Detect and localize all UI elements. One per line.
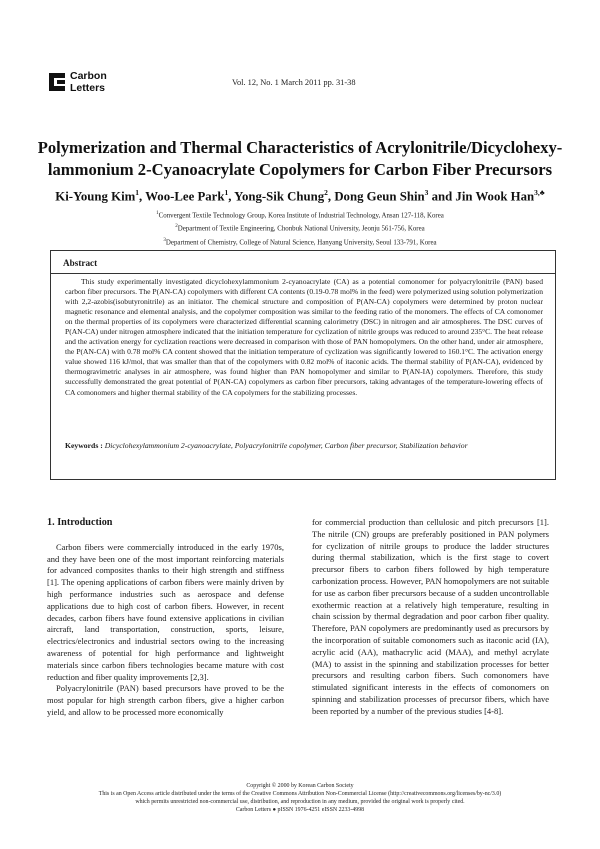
- license-line-1: This is an Open Access article distributed under the terms of the Creative Commons Attribution Non-Commercial License (http://creativecommons.org/licenses/by-nc/3.0): [98, 790, 502, 797]
- keywords-label: Keywords :: [65, 441, 105, 450]
- author-list: [30, 188, 570, 204]
- author-affil-mark: 2: [324, 188, 328, 197]
- author-affil-mark: 3,♣: [534, 188, 545, 197]
- copyright: Copyright © 2000 by Korean Carbon Society: [246, 783, 354, 789]
- affil-mark: 2: [175, 224, 178, 230]
- affil-text: Department of Textile Engineering, Chonbuk National University, Jeonju 561-756, Korea: [177, 225, 425, 233]
- keywords-text: Dicyclohexylammonium 2-cyanoacrylate, Polyacrylonitrile copolymer, Carbon fiber precursor, Stabilization behavior: [104, 441, 468, 450]
- body-column-left: [47, 517, 284, 719]
- paragraph: Carbon fibers were commercially introduced in the early 1970s, and they have been one of the most important reinforcing materials for advanced composites thanks to their high strength and stiffness [1]. The opening applications of carbon fibers were mainly driven by high performance industries such as aerospace and defense applications due to high cost of carbon fibers. However, in recent decades, carbon fibers have found extensive applications in civilian aircraft, land transportation, construction, sports, leisure, electrics/electronics and industrial sectors owing to the increasing awareness of potential for high performance and lightweight materials since carbon fibers technologies became mature with cost reduction and fiber quality improvements [2,3].: [47, 541, 284, 682]
- author-affil-mark: 1: [135, 188, 140, 197]
- section-title-introduction: 1. Introduction: [47, 517, 113, 528]
- affil-mark: 1: [156, 211, 159, 216]
- keywords: [65, 441, 543, 451]
- journal-logo: [49, 70, 107, 94]
- author-separator: ,: [228, 189, 235, 204]
- affil-text: Department of Chemistry, College of Natural Science, Hanyang University, Seoul 133-791, Korea: [165, 238, 437, 246]
- paragraph: for commercial production than cellulosic and pitch precursors [1]. The nitrile (CN) groups are preferably positioned in PAN polymers for cyclization of nitrile groups to produce the ladder structures during thermal stabilization, which is the first stage to covert precursor fibers to carbon fibers followed by high temperature carbonization process. However, PAN homopolymers are not suitable for use as carbon fiber precursors because of a sudden uncontrollable exothermic reaction at a relatively high temperature, resulting in chain scission by thermal degradation and poor carbon fiber quality. Therefore, PAN copolymers are predominantly used as precursors by the incorporation of suitable comonomers such as itaconic acid (IA), acrylic acid (AA), mathacrylic acid (MAA), and methyl acrylate (MA) to assist in the spinning and stabilization processes for better precursors and resulting carbon fibers. Such comonomers have stimulated significant interests in the effects of comonomers on spinning and stabilization processes of precursor fibers, which have been reported by a number of the previous studies [4-8].: [312, 517, 549, 716]
- logo-line-1: Carbon: [70, 70, 107, 82]
- author-affil-mark: 3: [424, 188, 429, 197]
- issn: Carbon Letters ● pISSN 1976-4251 eISSN 2233-4998: [235, 806, 365, 813]
- author-name: Ki-Young Kim: [55, 189, 136, 204]
- carbon-letters-logo-icon: [49, 73, 65, 91]
- journal-issue-info: Vol. 12, No. 1 March 2011 pp. 31-38: [232, 78, 356, 87]
- author-affil-mark: 1: [224, 188, 229, 197]
- paragraph: Polyacrylonitrile (PAN) based precursors have proved to be the most popular for high strength carbon fibers, give a higher carbon yield, and allow to be processed more economically: [47, 683, 284, 717]
- author-name: Jin Wook Han: [455, 189, 535, 204]
- license-line-2: which permits unrestricted non-commercial use, distribution, and reproduction in any medium, provided the original work is properly cited.: [135, 798, 465, 805]
- author-separator: ,: [327, 189, 335, 204]
- affil-mark: 3: [163, 237, 166, 243]
- author-name: Yong-Sik Chung: [234, 189, 325, 204]
- author-name: Woo-Lee Park: [145, 189, 225, 204]
- logo-line-2: Letters: [70, 82, 106, 94]
- affiliation-1: [30, 208, 570, 221]
- title-line-1: Polymerization and Thermal Characteristics of Acrylonitrile/Dicyclohexy-: [37, 138, 563, 157]
- abstract-text: This study experimentally investigated dicyclohexylammonium 2-cyanoacrylate (CA) as a potential comonomer for polyacrylonitrile (PAN) based carbon fiber precursors. The P(AN-CA) copolymers with different CA contents (0.19-0.78 mol% in the feed) were polymerized using solution polymerization with 2,2-azobis(isobutyronitrile) as an initiator. The chemical structure and composition of P(AN-CA) copolymers were determined by proton nuclear magnetic resonance and elemental analysis, and the copolymer composition was similar to the feeding ratio of the monomers. The effects of CA comonomer on the thermal properties of its copolymers were characterized differential scanning calorimetry (DSC) in nitrogen and air atmospheres. The DSC curves of P(AN-CA) under nitrogen atmosphere indicated that the initiation temperature for cyclization of nitrile groups was reduced to around 235°C. The heat release and the activation energy for cyclization reactions were decreased in comparison with those of PAN homopolymers. On the other hand, under air atmosphere, the P(AN-CA) with 0.78 mol% CA content showed that the initiation temperature of cyclization was significantly lowered to 160.1°C. The activation energy value showed 116 kJ/mol, that was smaller than that of the copolymers with 0.82 mol% of itaconic acids. The thermal stability of P(AN-CA), evidenced by thermogravimetric analyses in air atmosphere, was found higher than PAN homopolymer and similar to P(AN-IA) copolymers. Therefore, this study successfully demonstrated the great potential of P(AN-CA) copolymers as carbon fiber precursors, taking advantages of the temperature-lowering effects of CA comonomers and higher thermal stability of the CA copolymers for the stabilizing processes.: [65, 277, 543, 397]
- page-footer: [30, 783, 570, 815]
- body-column-right: [312, 517, 549, 718]
- affiliation-2: [30, 221, 570, 234]
- title-line-2: lammonium 2-Cyanoacrylate Copolymers for Carbon Fiber Precursors: [47, 160, 553, 179]
- abstract-divider: [51, 273, 555, 274]
- author-name: Dong Geun Shin: [334, 189, 425, 204]
- logo-text: [70, 70, 107, 94]
- abstract-box: [50, 250, 556, 480]
- affiliation-3: [30, 235, 570, 248]
- affil-text: Convergent Textile Technology Group, Korea Institute of Industrial Technology, Ansan 127-118, Korea: [158, 212, 444, 220]
- author-separator: ,: [139, 189, 146, 204]
- abstract-heading: Abstract: [63, 258, 98, 268]
- author-and: and: [428, 189, 456, 204]
- paper-title: [30, 137, 570, 181]
